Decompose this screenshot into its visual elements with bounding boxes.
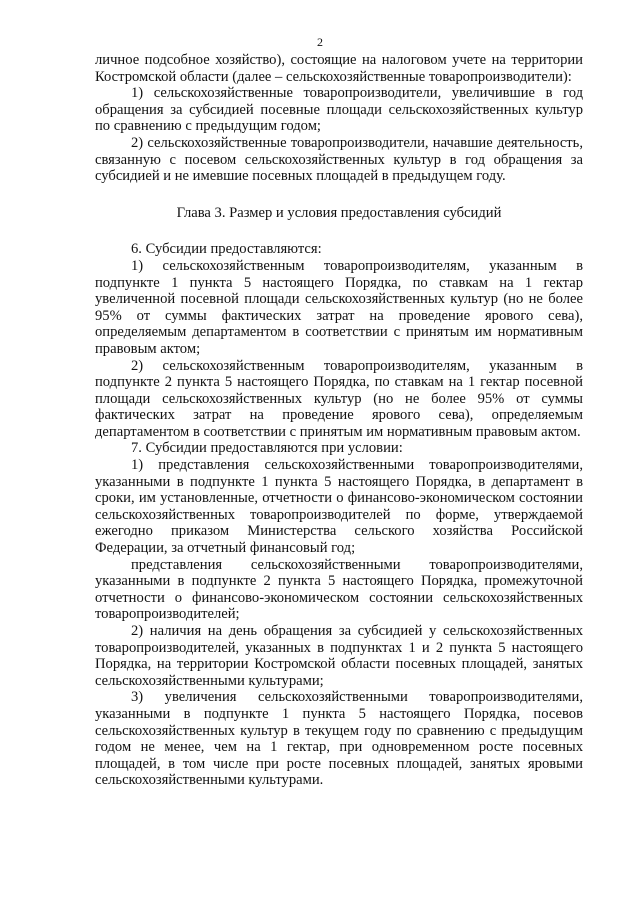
paragraph: 3) увеличения сельскохозяйственными товаропроизводителями, указанными в подпункте 1 пункта 5 настоящего Порядка, посевов сельскохозяйственных культур в текущем году по сравнению с предыдущим годом не менее, чем на 1 гектар, при одновременном росте посевных площадей, в том числе при росте посевных площадей, занятых яровыми сельскохозяйственными культурами.	[95, 689, 583, 789]
paragraph: 1) сельскохозяйственные товаропроизводители, увеличившие в год обращения за субсидией посевные площади сельскохозяйственных культур по сравнению с предыдущим годом;	[95, 85, 583, 135]
paragraph: 2) сельскохозяйственные товаропроизводители, начавшие деятельность, связанную с посевом сельскохозяйственных культур в год обращения за субсидией и не имевшие посевных площадей в предыдущем году.	[95, 134, 583, 185]
paragraph: личное подсобное хозяйство), состоящие на налоговом учете на территории Костромской области (далее – сельскохозяйственные товаропроизводители):	[95, 52, 583, 85]
paragraph: 6. Субсидии предоставляются:	[131, 241, 322, 258]
paragraph: представления сельскохозяйственными товаропроизводителями, указанными в подпункте 2 пункта 5 настоящего Порядка, промежуточной отчетности о финансово-экономическом состоянии сельскохозяйственных товаропроизводителей;	[95, 556, 583, 623]
chapter-title: Глава 3. Размер и условия предоставления субсидий	[176, 204, 502, 221]
paragraph: 1) представления сельскохозяйственными товаропроизводителями, указанными в подпункте 1 пункта 5 настоящего Порядка, в департамент в сроки, им установленные, отчетности о финансово-экономическом состоянии сельскохозяйственных товаропроизводителей по форме, утверждаемой ежегодно приказом Министерства сельского хозяйства Российской Федерации, за отчетный финансовый год;	[95, 457, 583, 557]
page-number: 2	[317, 35, 323, 49]
document-body	[95, 52, 583, 789]
paragraph: 1) сельскохозяйственным товаропроизводителям, указанным в подпункте 1 пункта 5 настоящего Порядка, по ставкам на 1 гектар увеличенной посевной площади сельскохозяйственных культур (но не более 95% от суммы фактических затрат на проведение ярового сева), определяемым департаментом в соответствии с принятым им нормативным правовым актом;	[95, 257, 583, 357]
paragraph: 2) сельскохозяйственным товаропроизводителям, указанным в подпункте 2 пункта 5 настоящего Порядка, по ставкам на 1 гектар посевной площади сельскохозяйственных культур (но не более 95% от суммы фактических затрат на проведение ярового сева), определяемым департаментом в соответствии с принятым им нормативным правовым актом.	[95, 357, 583, 440]
paragraph: 2) наличия на день обращения за субсидией у сельскохозяйственных товаропроизводителей, указанных в подпунктах 1 и 2 пункта 5 настоящего Порядка, на территории Костромской области посевных площадей, занятых сельскохозяйственными культурами;	[95, 623, 583, 689]
paragraph: 7. Субсидии предоставляются при условии:	[131, 440, 403, 457]
